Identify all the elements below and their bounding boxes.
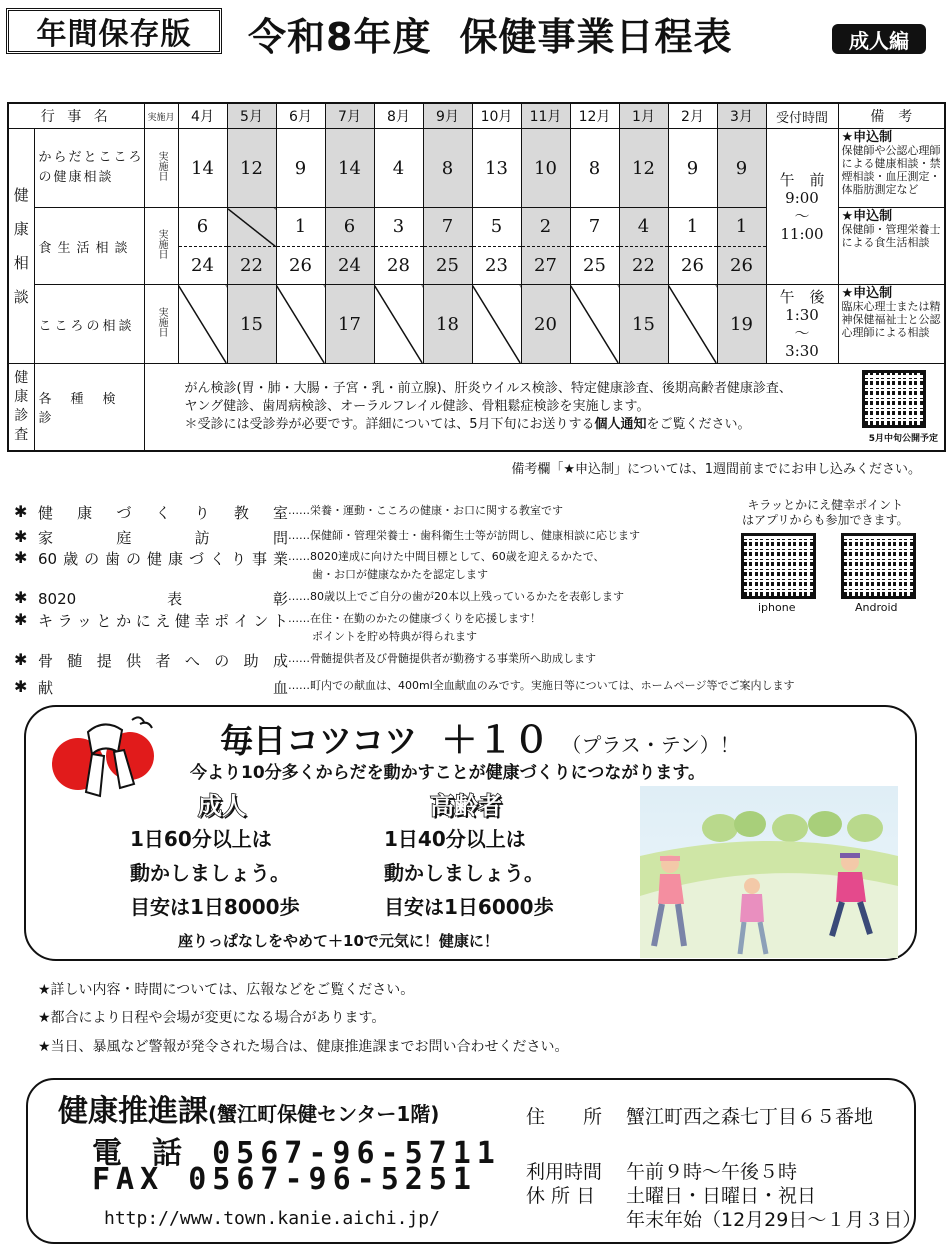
qr-label-android: Android: [855, 601, 898, 614]
program-desc-line: ……80歳以上でご自分の歯が20本以上残っているかたを表彰します: [288, 590, 624, 603]
time-text: 1:30: [785, 306, 819, 325]
day-cell: 6: [178, 208, 227, 247]
guidance-line: 動かしましょう。: [384, 861, 544, 885]
table-row: [8, 285, 945, 364]
closed-value: 土曜日・日曜日・祝日: [626, 1185, 817, 1207]
day-cell: 9: [276, 129, 325, 208]
app-note-line: はアプリからも参加できます。: [742, 513, 909, 527]
time-text: 11:00: [780, 224, 824, 243]
col-header-month: 12月: [570, 103, 619, 129]
row-name-checkup: 各 種 検 診: [34, 364, 144, 451]
checkup-text: をご覧ください。: [646, 417, 751, 433]
col-header-month: 4月: [178, 103, 227, 129]
website-link[interactable]: http://www.town.kanie.aichi.jp/: [104, 1208, 440, 1229]
program-desc-line: ……在住・在勤のかたの健康づくりを応援します！: [288, 612, 541, 625]
program-name: 60歳の歯の健康づくり事業: [38, 550, 288, 568]
dept-location: (蟹江町保健センター1階): [208, 1102, 440, 1126]
edition-badge: 成人編: [832, 24, 926, 54]
checkup-line: がん検診(胃・肺・大腸・子宮・乳・前立腺)、肝炎ウイルス検診、特定健康診査、後期高齢者健康診査、: [184, 381, 792, 397]
program-desc-line: ……町内での献血は、400ml全血献血のみです。実施日等については、ホームページ等でご案内します: [288, 679, 795, 692]
row-name-kokoro: こころの相談: [34, 285, 144, 364]
qr-code-iphone[interactable]: [741, 533, 816, 599]
guidance-line: 動かしましょう。: [130, 861, 290, 885]
exercise-footer: 座りっぱなしをやめて＋10で元気に！健康に！: [178, 932, 499, 950]
exercise-subtitle: 今より10分多くからだを動かすことが健康づくりにつながります。: [190, 763, 705, 783]
time-text: 9:00: [785, 188, 819, 207]
row-name-karada: からだとこころの健康相談: [34, 129, 144, 208]
title-year: 令和8年度: [248, 15, 432, 59]
time-pm: [766, 285, 838, 364]
program-name: 献血: [38, 679, 288, 697]
program-item: [14, 548, 605, 584]
department-name: [58, 1086, 439, 1130]
col-header-month: 6月: [276, 103, 325, 129]
day-cell-none: [178, 285, 227, 364]
fax-number: 0567-96-5251: [188, 1162, 477, 1197]
day-cell: 15: [619, 285, 668, 364]
day-cell: 19: [717, 285, 766, 364]
col-header-month: 1月: [619, 103, 668, 129]
day-cell: 25: [423, 246, 472, 285]
category-char: 康: [13, 220, 29, 239]
remark-title: ★申込制: [841, 209, 893, 225]
day-cell: 26: [276, 246, 325, 285]
asterisk-icon: ✱: [14, 610, 28, 629]
day-cell: 24: [325, 246, 374, 285]
day-cell: 8: [423, 129, 472, 208]
col-header-remarks: 備 考: [838, 103, 945, 129]
category-char: 相: [13, 254, 29, 273]
day-cell-none: [227, 208, 276, 247]
day-cell: 23: [472, 246, 521, 285]
day-cell: 24: [178, 246, 227, 285]
category-char: 談: [13, 288, 29, 307]
senior-guidance: [384, 822, 554, 924]
impl-label: [144, 129, 178, 208]
remark-body: 臨床心理士または精神保健福祉士と公認心理師による相談: [841, 300, 941, 340]
app-note-line: キラッとかにえ健幸ポイント: [747, 498, 904, 512]
program-desc-line: ……8020達成に向けた中間目標として、60歳を迎えるかたで、: [288, 550, 605, 563]
day-cell: 18: [423, 285, 472, 364]
program-desc-line: ……保健師・管理栄養士・歯科衛生士等が訪問し、健康相談に応じます: [288, 529, 640, 542]
fax-label: FAX: [92, 1162, 165, 1197]
category-char: 査: [14, 427, 29, 444]
col-header-time: 受付時間: [766, 103, 838, 129]
day-cell: 13: [472, 129, 521, 208]
category-char: 健: [13, 186, 29, 205]
day-cell: 5: [472, 208, 521, 247]
annual-edition-badge: 年間保存版: [6, 8, 222, 54]
day-cell: 1: [276, 208, 325, 247]
day-cell: 3: [374, 208, 423, 247]
day-cell: 14: [178, 129, 227, 208]
time-text: 3:30: [785, 342, 819, 361]
day-cell: 26: [668, 246, 717, 285]
walking-people-illustration: [640, 786, 898, 958]
day-cell: 8: [570, 129, 619, 208]
day-cell: 27: [521, 246, 570, 285]
day-cell: 14: [325, 129, 374, 208]
day-cell-none: [668, 285, 717, 364]
day-cell: 22: [619, 246, 668, 285]
program-name: 家庭訪問: [38, 529, 288, 547]
senior-title: 高齢者: [430, 792, 502, 820]
checkup-line: ヤング健診、歯周病検診、オーラルフレイル健診、骨粗鬆症検診を実施します。: [184, 399, 650, 415]
guidance-line: 1日40分以上は: [384, 827, 526, 851]
day-cell: 10: [521, 129, 570, 208]
time-text: 午 前: [779, 170, 825, 189]
program-description: [288, 548, 605, 584]
tel-label: 電 話: [92, 1136, 189, 1171]
asterisk-icon: ✱: [14, 677, 28, 696]
col-header-month: 10月: [472, 103, 521, 129]
category-char: 康: [14, 389, 29, 406]
remark-title: ★申込制: [841, 130, 893, 145]
col-header-month: 5月: [227, 103, 276, 129]
remark-title: ★申込制: [841, 286, 893, 302]
adult-guidance: [130, 822, 300, 924]
time-text: 午 後: [779, 288, 825, 307]
note-2: ★都合により日程や会場が変更になる場合があります。: [38, 1010, 386, 1026]
guidance-line: 目安は1日8000歩: [130, 895, 300, 919]
day-cell: 9: [668, 129, 717, 208]
day-cell: 9: [717, 129, 766, 208]
day-cell: 7: [570, 208, 619, 247]
day-cell-none: [570, 285, 619, 364]
exercise-reading: （プラス・テン）！: [561, 733, 740, 757]
dept-main: 健康推進課: [58, 1094, 208, 1129]
day-cell-none: [276, 285, 325, 364]
impl-text: 実施日: [156, 229, 167, 260]
table-header-row: [8, 103, 945, 129]
schedule-table: [7, 102, 946, 452]
title-main: 保健事業日程表: [459, 15, 733, 59]
exercise-title-main: 毎日コツコツ: [220, 721, 418, 760]
category-checkup: [8, 364, 34, 451]
personal-notice-emphasis: 個人通知: [594, 417, 647, 433]
guidance-line: 目安は1日6000歩: [384, 895, 554, 919]
app-note: [742, 498, 909, 528]
day-cell: 1: [717, 208, 766, 247]
col-header-month: 2月: [668, 103, 717, 129]
category-char: 健: [14, 370, 29, 387]
day-cell: 15: [227, 285, 276, 364]
towel-mascot-icon: [48, 712, 168, 804]
category-health-consult: [8, 129, 34, 364]
checkup-description: [144, 364, 945, 451]
day-cell: 2: [521, 208, 570, 247]
note-1: ★詳しい内容・時間については、広報などをご覧ください。: [38, 982, 415, 998]
col-header-event: 行 事 名: [8, 103, 144, 129]
qr-label-iphone: iphone: [758, 601, 796, 614]
program-desc-line-2: 歯・お口が健康なかたを認定します: [312, 568, 488, 581]
day-cell: 20: [521, 285, 570, 364]
asterisk-icon: ✱: [14, 650, 28, 669]
program-item: [14, 610, 541, 646]
day-cell-none: [374, 285, 423, 364]
exercise-plus-ten: ＋１０: [441, 720, 550, 761]
program-name: 骨髄提供者への助成: [38, 652, 288, 670]
col-header-month: 11月: [521, 103, 570, 129]
guidance-line: 1日60分以上は: [130, 827, 272, 851]
day-cell-none: [472, 285, 521, 364]
checkup-text: ＊受診には受診券が必要です。詳細については、5月下旬にお送りする: [184, 417, 595, 433]
exercise-title: [220, 712, 740, 763]
program-description: [288, 610, 541, 646]
impl-text: 実施日: [156, 307, 167, 338]
col-header-month: 7月: [325, 103, 374, 129]
table-row: [8, 129, 945, 208]
time-am: [766, 129, 838, 285]
impl-label: [144, 208, 178, 285]
impl-label: [144, 285, 178, 364]
remark-kokoro: [838, 285, 945, 364]
checkup-line: [185, 416, 945, 434]
hours-label: 利用時間: [526, 1161, 603, 1183]
asterisk-icon: ✱: [14, 588, 28, 607]
category-char: 診: [14, 408, 29, 425]
col-header-month: 3月: [717, 103, 766, 129]
asterisk-icon: ✱: [14, 502, 28, 521]
day-cell: 1: [668, 208, 717, 247]
program-desc-line: ……骨髄提供者及び骨髄提供者が勤務する事業所へ助成します: [288, 652, 596, 665]
day-cell: 17: [325, 285, 374, 364]
impl-text: 実施日: [156, 151, 167, 182]
remark-shoku: [838, 208, 945, 285]
time-text: 〜: [794, 324, 810, 343]
checkup-qr-code[interactable]: [862, 370, 926, 428]
closed-value-2: 年末年始（12月29日～１月３日）: [626, 1209, 922, 1231]
remark-footnote: 備考欄「★申込制」については、1週間前までにお申し込みください。: [511, 462, 921, 477]
program-desc-line: ……栄養・運動・こころの健康・お口に関する教室です: [288, 504, 563, 517]
asterisk-icon: ✱: [14, 548, 28, 567]
program-name: 健康づくり教室: [38, 504, 288, 522]
fax-line: [92, 1162, 477, 1197]
page-title: [248, 6, 732, 61]
tel-number[interactable]: 0567-96-5711: [212, 1136, 501, 1171]
day-cell: 6: [325, 208, 374, 247]
closed-label: 休 所 日: [526, 1185, 596, 1207]
address-label: 住 所: [526, 1106, 603, 1128]
row-name-shoku: 食生活相談: [34, 208, 144, 285]
table-row: [8, 364, 945, 451]
day-cell: 7: [423, 208, 472, 247]
day-cell: 12: [619, 129, 668, 208]
remark-body: 保健師や公認心理師による健康相談・禁煙相談・血圧測定・体脂肪測定など: [841, 144, 941, 196]
asterisk-icon: ✱: [14, 527, 28, 546]
program-name: キラッとかにえ健幸ポイント: [38, 612, 288, 630]
qr-caption: 5月中旬公開予定: [868, 434, 938, 444]
remark-karada: [838, 129, 945, 208]
adult-title: 成人: [198, 792, 246, 820]
program-name: 8020表彰: [38, 590, 288, 608]
remark-body: 保健師・管理栄養士による食生活相談: [841, 223, 941, 250]
col-header-month: 8月: [374, 103, 423, 129]
day-cell: 22: [227, 246, 276, 285]
col-header-impl: 実施月: [144, 103, 178, 129]
day-cell: 12: [227, 129, 276, 208]
qr-code-android[interactable]: [841, 533, 916, 599]
day-cell: 4: [619, 208, 668, 247]
day-cell: 4: [374, 129, 423, 208]
day-cell: 28: [374, 246, 423, 285]
program-desc-line-2: ポイントを貯め特典が得られます: [312, 630, 477, 643]
note-3: ★当日、暴風など警報が発令された場合は、健康推進課までお問い合わせください。: [38, 1039, 569, 1055]
time-text: 〜: [794, 206, 810, 225]
hours-value: 午前９時～午後５時: [626, 1161, 798, 1183]
address-value: 蟹江町西之森七丁目６５番地: [626, 1106, 874, 1128]
day-cell: 25: [570, 246, 619, 285]
day-cell: 26: [717, 246, 766, 285]
col-header-month: 9月: [423, 103, 472, 129]
